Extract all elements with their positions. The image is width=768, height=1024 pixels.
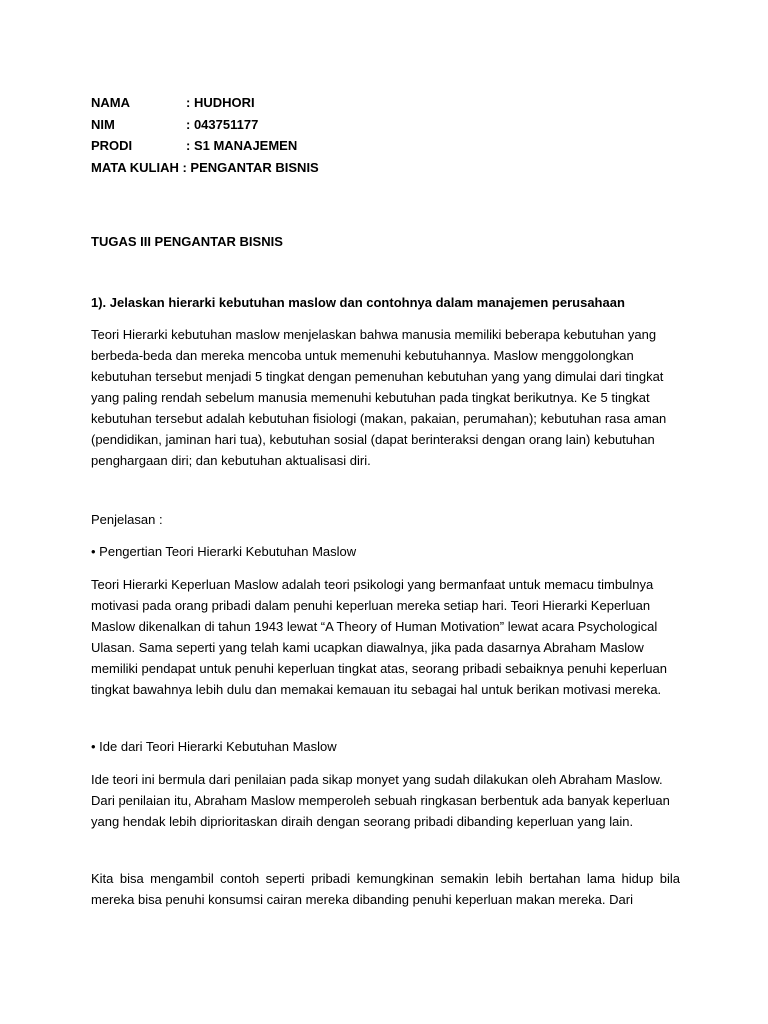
header-nama-row bbox=[91, 92, 680, 114]
header-mata-kuliah-row bbox=[91, 157, 680, 179]
section1-body: Teori Hierarki Keperluan Maslow adalah teori psikologi yang bermanfaat untuk memacu timbulnya motivasi pada orang pribadi dalam penuhi keperluan mereka setiap hari. Teori Hierarki Keperluan Maslow dikenalkan di tahun 1943 lewat “A Theory of Human Motivation” lewat acara Psychological Ulasan. Sama seperti yang telah kami ucapkan diawalnya, jika pada dasarnya Abraham Maslow memiliki pendapat untuk penuhi keperluan tingkat atas, seorang pribadi sebaiknya penuhi keperluan tingkat bawahnya lebih dulu dan memakai kemauan itu sebagai hal untuk berikan motivasi mereka. bbox=[91, 577, 667, 697]
prodi-value: : S1 MANAJEMEN bbox=[186, 138, 298, 153]
document-title: TUGAS III PENGANTAR BISNIS bbox=[91, 234, 283, 249]
header-nim-row bbox=[91, 114, 680, 136]
penjelasan-label: Penjelasan : bbox=[91, 512, 163, 527]
answer-paragraph: Teori Hierarki kebutuhan maslow menjelaskan bahwa manusia memiliki beberapa kebutuhan yang berbeda-beda dan mereka mencoba untuk memenuhi kebutuhannya. Maslow menggolongkan kebutuhan tersebut menjadi 5 tingkat dengan pemenuhan kebutuhan yang yang dimulai dari tingkat yang paling rendah sebelum manusia memenuhi kebutuhan pada tingkat berikutnya. Ke 5 tingkat kebutuhan tersebut adalah kebutuhan fisiologi (makan, pakaian, perumahan); kebutuhan rasa aman (pendidikan, jaminan hari tua), kebutuhan sosial (dapat berinteraksi dengan orang lain) kebutuhan penghargaan diri; dan kebutuhan aktualisasi diri. bbox=[91, 327, 667, 468]
section1-heading: • Pengertian Teori Hierarki Kebutuhan Maslow bbox=[91, 544, 357, 559]
document-content bbox=[91, 92, 680, 910]
nama-value: : HUDHORI bbox=[186, 95, 255, 110]
section2-heading: • Ide dari Teori Hierarki Kebutuhan Maslow bbox=[91, 739, 337, 754]
closing-paragraph: Kita bisa mengambil contoh seperti pribadi kemungkinan semakin lebih bertahan lama hidup bila mereka bisa penuhi konsumsi cairan mereka dibanding penuhi keperluan makan mereka. Dari bbox=[91, 871, 680, 907]
mata-kuliah-text: MATA KULIAH : PENGANTAR BISNIS bbox=[91, 159, 319, 175]
prodi-label: PRODI bbox=[91, 138, 133, 153]
nim-value: : 043751177 bbox=[186, 116, 259, 132]
question-heading: 1). Jelaskan hierarki kebutuhan maslow dan contohnya dalam manajemen perusahaan bbox=[91, 295, 625, 310]
header-prodi-row bbox=[91, 135, 680, 157]
nim-label: NIM bbox=[91, 116, 115, 132]
nama-label: NAMA bbox=[91, 95, 130, 110]
section2-body: Ide teori ini bermula dari penilaian pada sikap monyet yang sudah dilakukan oleh Abraham Maslow. Dari penilaian itu, Abraham Maslow memperoleh sebuah ringkasan berbentuk ada banyak keperluan yang hendak lebih diprioritaskan diraih dengan seorang pribadi dibanding keperluan yang lain. bbox=[91, 772, 670, 829]
